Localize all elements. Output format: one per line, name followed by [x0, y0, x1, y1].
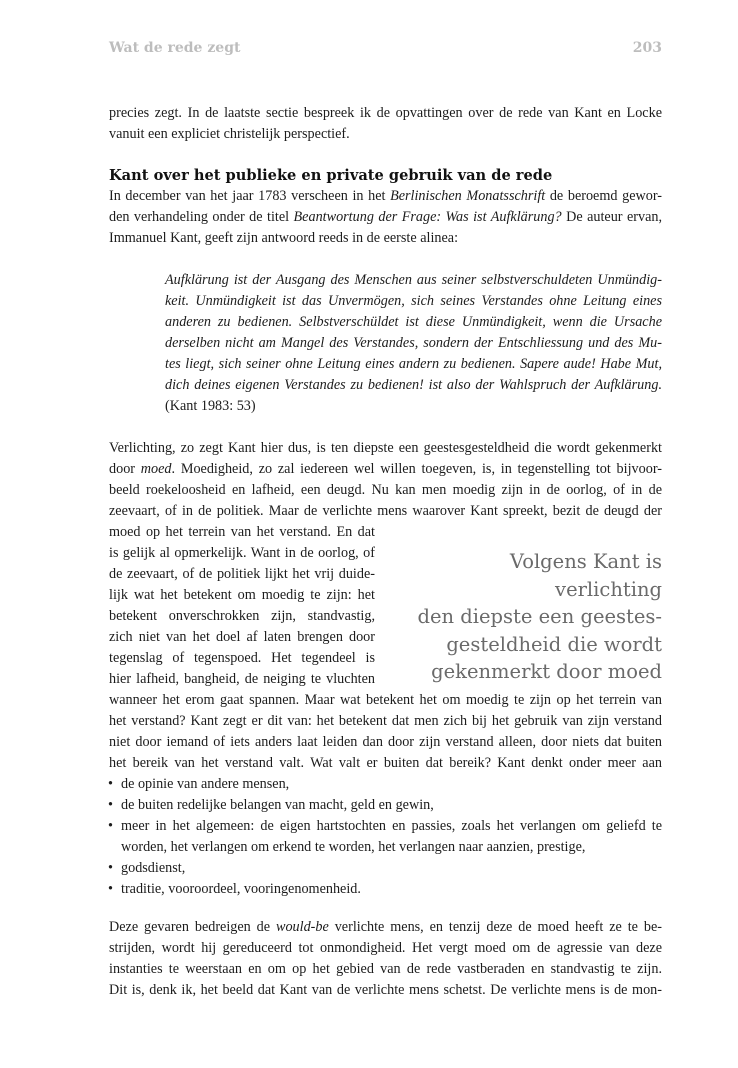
pull-quote-line-3: gesteldheid die wordt [446, 632, 662, 656]
journal-title: Berlinischen Monatsschrift [390, 188, 546, 204]
para1-l2-a: den verhandeling onder de titel [109, 209, 294, 225]
bullet-marker: • [108, 860, 113, 876]
para1-l2-b: De auteur ervan, [561, 209, 663, 225]
bullet-item-4: godsdienst, [121, 860, 186, 876]
pull-quote-line-1: Volgens Kant is verlichting [509, 550, 662, 601]
pull-quote [400, 548, 662, 686]
running-head [109, 40, 662, 56]
para1-l1-b: de beroemd gewor- [545, 188, 662, 204]
para2-narrow-line-4: lijk wat het betekent om moedig te zijn: het [109, 587, 375, 603]
bullet-item-2: de buiten redelijke belangen van macht, geld en gewin, [121, 797, 434, 813]
para3-l1-a: Deze gevaren bedreigen de [109, 919, 276, 935]
emphasis-moed: moed [140, 461, 172, 477]
page-number: 203 [632, 40, 662, 56]
para3-line-3: instanties te weerstaan en om op het gebied van de rede vastberaden en standvastig te zijn. [109, 961, 662, 977]
para2-wide-line-4: het bereik van het verstand valt. Wat valt er buiten dat bereik? Kant denkt onder meer aan [109, 755, 662, 771]
pull-quote-line-2: den diepste een geestes- [417, 605, 662, 628]
para2-narrow-line-1: moed op het terrein van het verstand. En dat [109, 524, 375, 540]
para2-line-2 [109, 459, 662, 480]
para2-wide-line-3: niet door iemand of iets anders laat leiden dan door zijn verstand alleen, door niets dat buiten [109, 734, 662, 750]
bullet-marker: • [108, 776, 113, 792]
para2-narrow-line-7: tegenslag of tegenspoed. Het tegendeel is [109, 650, 375, 666]
bullet-marker: • [108, 881, 113, 897]
para1-line-2 [109, 207, 662, 228]
pull-quote-line-4: gekenmerkt door moed [431, 660, 662, 683]
para2-narrow-line-2: is gelijk al opmerkelijk. Want in de oorlog, of [109, 545, 375, 561]
emphasis-would-be: would-be [275, 919, 329, 935]
bullet-marker: • [108, 818, 113, 834]
bullet-marker: • [108, 797, 113, 813]
blockquote-line-4: derselben nicht am Mangel des Verstandes, sondern der Entschliessung und des Mu- [165, 335, 662, 351]
para2-line-1: Verlichting, zo zegt Kant hier dus, is ten diepste een geestesgesteldheid die wordt gekenmerkt [109, 440, 662, 456]
bullet-item-1: de opinie van andere mensen, [121, 776, 290, 792]
blockquote-line-2: keit. Unmündigkeit ist das Unvermögen, sich seines Verstandes ohne Leitung eines [165, 293, 662, 309]
para2-l2-a: door [109, 461, 141, 477]
para1-line-3: Immanuel Kant, geeft zijn antwoord reeds in de eerste alinea: [109, 230, 459, 246]
blockquote-line-1: Aufklärung ist der Ausgang des Menschen aus seiner selbstverschuldeten Unmündig- [165, 272, 662, 288]
para2-line-4: zeevaart, of in de politiek. Maar de verlichte mens waarover Kant spreekt, bezit de deugd der [109, 503, 662, 519]
para2-narrow-line-6: zich niet van het doel af laten brengen door [109, 629, 375, 645]
blockquote-citation: (Kant 1983: 53) [165, 398, 256, 414]
para2-line-3: beeld roekeloosheid en lafheid, een deugd. Nu kan men moedig zijn in de oorlog, of in de [109, 482, 662, 498]
blockquote-line-5: tes liegt, sich seiner ohne Leitung eines andern zu bedienen. Sapere aude! Habe Mut, [165, 356, 662, 372]
para3-line-4: Dit is, denk ik, het beeld dat Kant van de verlichte mens schetst. De verlichte mens is de mon- [109, 982, 662, 998]
para1-l1-a: In december van het jaar 1783 verscheen in het [109, 188, 391, 204]
section-heading: Kant over het publieke en private gebruik van de rede [109, 167, 553, 184]
intro-line-2: vanuit een expliciet christelijk perspectief. [109, 126, 350, 142]
essay-title: Beantwortung der Frage: Was ist Aufklärung? [293, 209, 562, 225]
bullet-item-3-continued: worden, het verlangen om erkend te worden, het verlangen naar aanzien, prestige, [121, 839, 586, 855]
blockquote-line-3: anderen zu bedienen. Selbstverschüldet ist diese Unmündigkeit, wenn die Ursache [165, 314, 662, 330]
para3-line-1 [109, 917, 662, 938]
bullet-item-3: meer in het algemeen: de eigen hartstochten en passies, zoals het verlangen om geliefd te [121, 818, 662, 834]
para2-narrow-line-5: betekent onverschrokken zijn, standvastig, [109, 608, 375, 624]
running-title: Wat de rede zegt [109, 40, 241, 56]
para2-wide-line-2: het verstand? Kant zegt er dit van: het betekent dat men zich bij het gebruik van zijn verstand [109, 713, 662, 729]
bullet-item-5: traditie, vooroordeel, vooringenomenheid. [121, 881, 361, 897]
para3-line-2: strijden, wordt hij gereduceerd tot onmondigheid. Het vergt moed om de agressie van deze [109, 940, 662, 956]
blockquote-line-6: dich deines eigenen Verstandes zu bedienen! ist also der Wahlspruch der Aufklärung. [165, 377, 662, 393]
para3-l1-b: verlichte mens, en tenzij deze de moed heeft ze te be- [328, 919, 662, 935]
para2-l2-b: . Moedigheid, zo zal iedereen wel willen toegeven, is, in tegenstelling tot bijvoor- [171, 461, 662, 477]
para1-line-1 [109, 186, 662, 207]
para2-narrow-line-8: hier lafheid, bangheid, de neiging te vluchten [109, 671, 375, 687]
para2-narrow-line-3: de zeevaart, of de politiek lijkt het vrij duide- [109, 566, 375, 582]
para2-wide-line-1: wanneer het erom gaat spannen. Maar wat betekent het om moedig te zijn op het terrein van [109, 692, 662, 708]
intro-line-1: precies zegt. In de laatste sectie bespreek ik de opvattingen over de rede van Kant en Locke [109, 105, 662, 121]
